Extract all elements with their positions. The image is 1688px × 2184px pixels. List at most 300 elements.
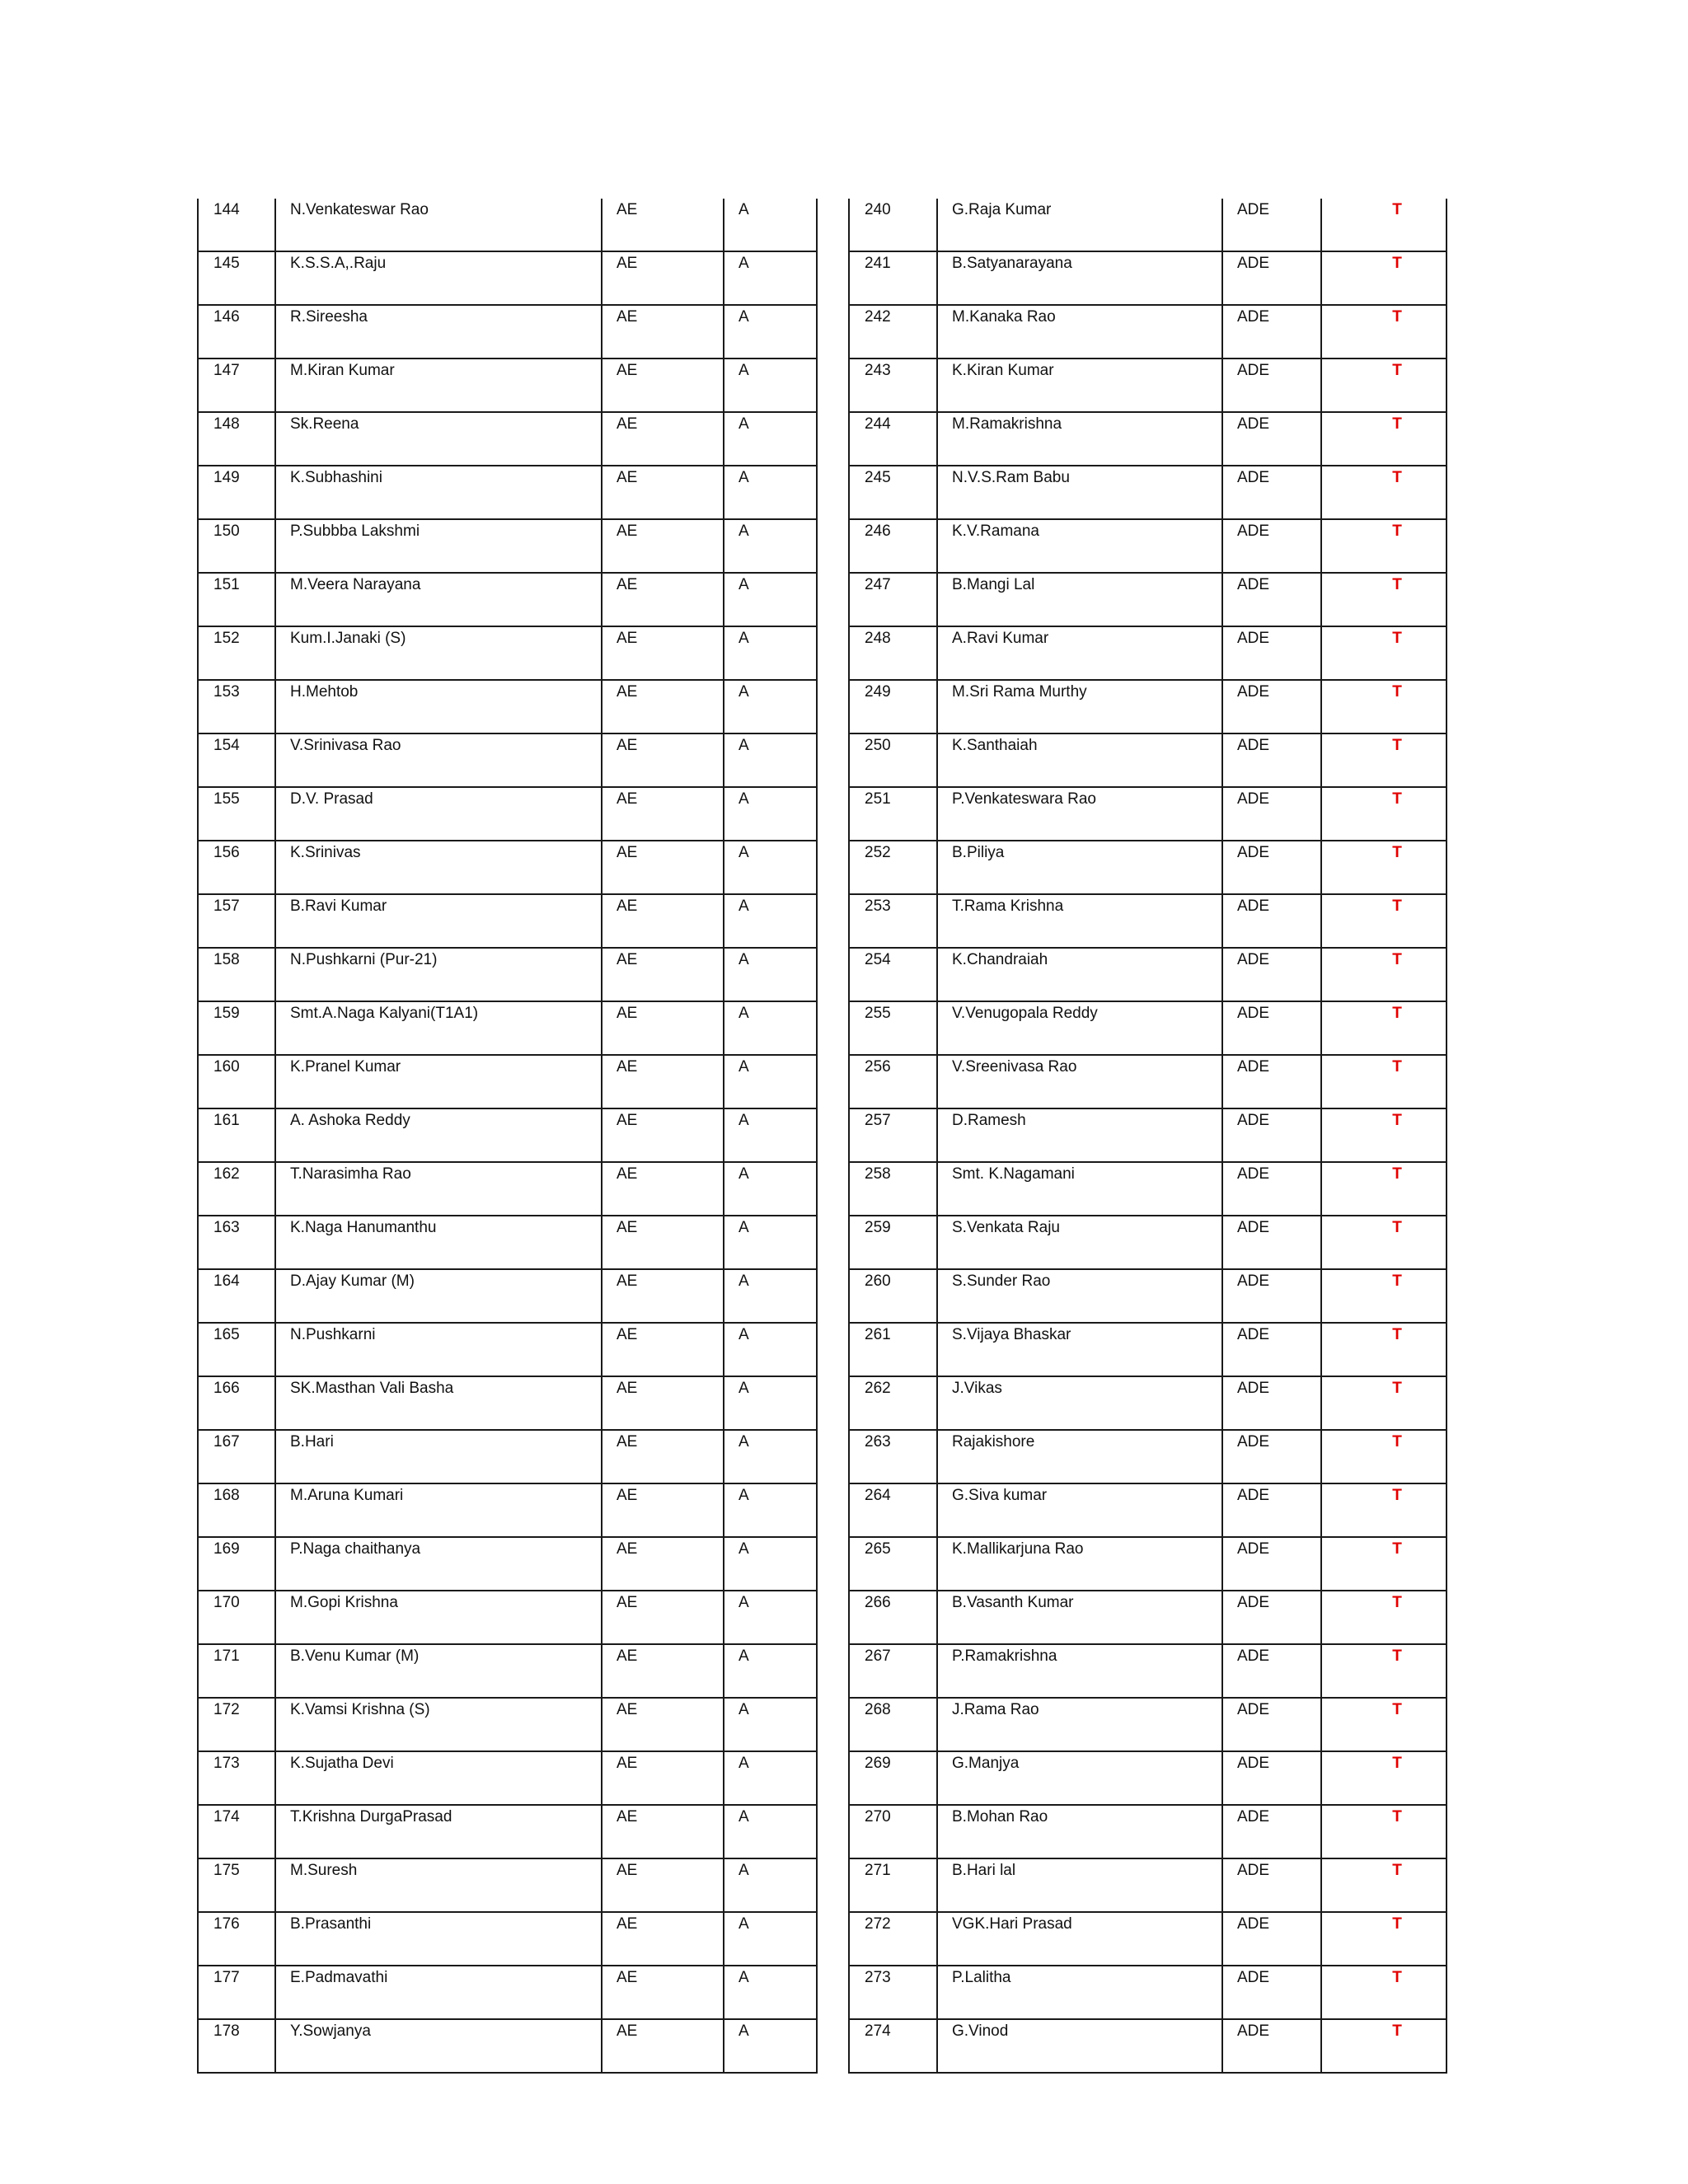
table-row bbox=[849, 1912, 1447, 1966]
category-cell: A bbox=[724, 1216, 817, 1269]
designation-cell: ADE bbox=[1222, 841, 1321, 894]
serial-number-cell: 260 bbox=[849, 1269, 937, 1323]
serial-number-cell: 156 bbox=[198, 841, 275, 894]
category-cell: A bbox=[724, 1537, 817, 1591]
employee-name-cell: K.Chandraiah bbox=[937, 948, 1222, 1001]
left-roster-table bbox=[197, 199, 818, 2074]
category-cell bbox=[1321, 733, 1447, 787]
designation-cell: ADE bbox=[1222, 466, 1321, 519]
employee-name-cell: N.Venkateswar Rao bbox=[275, 199, 602, 251]
category-value: T bbox=[1392, 898, 1402, 915]
category-cell bbox=[1321, 1483, 1447, 1537]
category-cell: A bbox=[724, 519, 817, 573]
employee-name-cell: G.Raja Kumar bbox=[937, 199, 1222, 251]
designation-cell: AE bbox=[602, 251, 724, 305]
serial-number-cell: 249 bbox=[849, 680, 937, 733]
employee-name-cell: Rajakishore bbox=[937, 1430, 1222, 1483]
designation-cell: ADE bbox=[1222, 1751, 1321, 1805]
serial-number-cell: 265 bbox=[849, 1537, 937, 1591]
table-row bbox=[849, 359, 1447, 412]
serial-number-cell: 253 bbox=[849, 894, 937, 948]
category-cell bbox=[1321, 1269, 1447, 1323]
serial-number-cell: 255 bbox=[849, 1001, 937, 1055]
category-value: T bbox=[1392, 737, 1402, 754]
table-row bbox=[849, 787, 1447, 841]
table-row bbox=[198, 1269, 817, 1323]
table-row bbox=[849, 894, 1447, 948]
category-cell: A bbox=[724, 1483, 817, 1537]
table-row bbox=[198, 2019, 817, 2073]
table-row bbox=[198, 251, 817, 305]
employee-name-cell: K.Naga Hanumanthu bbox=[275, 1216, 602, 1269]
designation-cell: ADE bbox=[1222, 1537, 1321, 1591]
table-row bbox=[198, 1376, 817, 1430]
category-cell bbox=[1321, 626, 1447, 680]
category-value: T bbox=[1392, 362, 1402, 379]
designation-cell: ADE bbox=[1222, 1483, 1321, 1537]
category-cell: A bbox=[724, 1323, 817, 1376]
serial-number-cell: 159 bbox=[198, 1001, 275, 1055]
serial-number-cell: 270 bbox=[849, 1805, 937, 1858]
employee-name-cell: Kum.I.Janaki (S) bbox=[275, 626, 602, 680]
category-cell bbox=[1321, 1055, 1447, 1108]
designation-cell: ADE bbox=[1222, 1644, 1321, 1698]
serial-number-cell: 240 bbox=[849, 199, 937, 251]
employee-name-cell: B.Ravi Kumar bbox=[275, 894, 602, 948]
serial-number-cell: 254 bbox=[849, 948, 937, 1001]
serial-number-cell: 165 bbox=[198, 1323, 275, 1376]
category-value: T bbox=[1392, 1701, 1402, 1718]
table-row bbox=[849, 1858, 1447, 1912]
employee-name-cell: V.Venugopala Reddy bbox=[937, 1001, 1222, 1055]
table-row bbox=[198, 573, 817, 626]
table-row bbox=[198, 1912, 817, 1966]
serial-number-cell: 162 bbox=[198, 1162, 275, 1216]
employee-name-cell: B.Satyanarayana bbox=[937, 251, 1222, 305]
table-row bbox=[849, 1216, 1447, 1269]
serial-number-cell: 258 bbox=[849, 1162, 937, 1216]
employee-name-cell: S.Venkata Raju bbox=[937, 1216, 1222, 1269]
employee-name-cell: A.Ravi Kumar bbox=[937, 626, 1222, 680]
table-row bbox=[849, 1698, 1447, 1751]
category-value: T bbox=[1392, 523, 1402, 540]
table-row bbox=[849, 412, 1447, 466]
category-cell: A bbox=[724, 1698, 817, 1751]
employee-name-cell: B.Venu Kumar (M) bbox=[275, 1644, 602, 1698]
employee-name-cell: V.Srinivasa Rao bbox=[275, 733, 602, 787]
employee-name-cell: D.Ajay Kumar (M) bbox=[275, 1269, 602, 1323]
serial-number-cell: 144 bbox=[198, 199, 275, 251]
designation-cell: AE bbox=[602, 1805, 724, 1858]
category-value: T bbox=[1392, 415, 1402, 433]
category-cell: A bbox=[724, 948, 817, 1001]
employee-name-cell: M.Aruna Kumari bbox=[275, 1483, 602, 1537]
category-cell bbox=[1321, 1323, 1447, 1376]
serial-number-cell: 161 bbox=[198, 1108, 275, 1162]
table-row bbox=[198, 1591, 817, 1644]
employee-name-cell: D.V. Prasad bbox=[275, 787, 602, 841]
serial-number-cell: 242 bbox=[849, 305, 937, 359]
category-value: T bbox=[1392, 1594, 1402, 1611]
table-row bbox=[198, 1162, 817, 1216]
serial-number-cell: 269 bbox=[849, 1751, 937, 1805]
category-cell: A bbox=[724, 787, 817, 841]
designation-cell: AE bbox=[602, 1751, 724, 1805]
table-row bbox=[849, 1108, 1447, 1162]
designation-cell: ADE bbox=[1222, 1162, 1321, 1216]
category-cell: A bbox=[724, 894, 817, 948]
category-cell: A bbox=[724, 359, 817, 412]
designation-cell: ADE bbox=[1222, 1055, 1321, 1108]
category-cell bbox=[1321, 787, 1447, 841]
designation-cell: AE bbox=[602, 199, 724, 251]
category-value: T bbox=[1392, 576, 1402, 593]
designation-cell: ADE bbox=[1222, 1912, 1321, 1966]
serial-number-cell: 158 bbox=[198, 948, 275, 1001]
table-row bbox=[198, 894, 817, 948]
table-row bbox=[849, 1269, 1447, 1323]
serial-number-cell: 168 bbox=[198, 1483, 275, 1537]
table-row bbox=[849, 841, 1447, 894]
employee-name-cell: M.Kanaka Rao bbox=[937, 305, 1222, 359]
table-row bbox=[849, 199, 1447, 251]
category-cell: A bbox=[724, 1376, 817, 1430]
employee-name-cell: B.Hari lal bbox=[937, 1858, 1222, 1912]
table-row bbox=[198, 466, 817, 519]
serial-number-cell: 173 bbox=[198, 1751, 275, 1805]
serial-number-cell: 267 bbox=[849, 1644, 937, 1698]
designation-cell: ADE bbox=[1222, 1698, 1321, 1751]
employee-name-cell: S.Vijaya Bhaskar bbox=[937, 1323, 1222, 1376]
category-cell bbox=[1321, 1912, 1447, 1966]
serial-number-cell: 261 bbox=[849, 1323, 937, 1376]
category-value: T bbox=[1392, 1005, 1402, 1022]
designation-cell: AE bbox=[602, 466, 724, 519]
category-cell bbox=[1321, 466, 1447, 519]
category-cell bbox=[1321, 1858, 1447, 1912]
category-value: T bbox=[1392, 1862, 1402, 1879]
category-cell bbox=[1321, 1698, 1447, 1751]
serial-number-cell: 247 bbox=[849, 573, 937, 626]
table-row bbox=[198, 948, 817, 1001]
serial-number-cell: 244 bbox=[849, 412, 937, 466]
employee-name-cell: Smt. K.Nagamani bbox=[937, 1162, 1222, 1216]
category-value: T bbox=[1392, 201, 1402, 218]
employee-name-cell: D.Ramesh bbox=[937, 1108, 1222, 1162]
serial-number-cell: 171 bbox=[198, 1644, 275, 1698]
category-cell: A bbox=[724, 1591, 817, 1644]
table-row bbox=[198, 1698, 817, 1751]
category-cell: A bbox=[724, 1644, 817, 1698]
table-row bbox=[849, 519, 1447, 573]
serial-number-cell: 246 bbox=[849, 519, 937, 573]
category-cell bbox=[1321, 359, 1447, 412]
table-row bbox=[849, 1591, 1447, 1644]
category-cell: A bbox=[724, 1001, 817, 1055]
table-row bbox=[198, 1858, 817, 1912]
designation-cell: AE bbox=[602, 841, 724, 894]
employee-name-cell: H.Mehtob bbox=[275, 680, 602, 733]
serial-number-cell: 167 bbox=[198, 1430, 275, 1483]
table-row bbox=[198, 626, 817, 680]
employee-name-cell: V.Sreenivasa Rao bbox=[937, 1055, 1222, 1108]
table-row bbox=[198, 733, 817, 787]
serial-number-cell: 166 bbox=[198, 1376, 275, 1430]
table-row bbox=[849, 1001, 1447, 1055]
designation-cell: ADE bbox=[1222, 199, 1321, 251]
serial-number-cell: 151 bbox=[198, 573, 275, 626]
table-row bbox=[198, 1644, 817, 1698]
employee-name-cell: A. Ashoka Reddy bbox=[275, 1108, 602, 1162]
designation-cell: ADE bbox=[1222, 1966, 1321, 2019]
category-cell: A bbox=[724, 1966, 817, 2019]
employee-name-cell: M.Kiran Kumar bbox=[275, 359, 602, 412]
employee-name-cell: R.Sireesha bbox=[275, 305, 602, 359]
category-cell bbox=[1321, 1805, 1447, 1858]
category-cell: A bbox=[724, 251, 817, 305]
category-cell bbox=[1321, 519, 1447, 573]
table-row bbox=[198, 1537, 817, 1591]
category-cell bbox=[1321, 841, 1447, 894]
employee-name-cell: P.Lalitha bbox=[937, 1966, 1222, 2019]
category-cell bbox=[1321, 1591, 1447, 1644]
serial-number-cell: 176 bbox=[198, 1912, 275, 1966]
table-row bbox=[849, 466, 1447, 519]
category-cell: A bbox=[724, 573, 817, 626]
category-value: T bbox=[1392, 1380, 1402, 1397]
category-cell bbox=[1321, 1376, 1447, 1430]
category-value: T bbox=[1392, 308, 1402, 326]
employee-name-cell: B.Vasanth Kumar bbox=[937, 1591, 1222, 1644]
category-cell: A bbox=[724, 1751, 817, 1805]
employee-name-cell: B.Piliya bbox=[937, 841, 1222, 894]
designation-cell: ADE bbox=[1222, 948, 1321, 1001]
designation-cell: AE bbox=[602, 1108, 724, 1162]
table-row bbox=[849, 1483, 1447, 1537]
category-cell bbox=[1321, 1537, 1447, 1591]
category-value: T bbox=[1392, 1112, 1402, 1129]
designation-cell: AE bbox=[602, 305, 724, 359]
employee-name-cell: M.Suresh bbox=[275, 1858, 602, 1912]
serial-number-cell: 256 bbox=[849, 1055, 937, 1108]
table-row bbox=[849, 1323, 1447, 1376]
table-row bbox=[849, 1055, 1447, 1108]
employee-name-cell: K.Kiran Kumar bbox=[937, 359, 1222, 412]
employee-name-cell: K.V.Ramana bbox=[937, 519, 1222, 573]
table-row bbox=[849, 1644, 1447, 1698]
designation-cell: AE bbox=[602, 519, 724, 573]
serial-number-cell: 252 bbox=[849, 841, 937, 894]
table-row bbox=[198, 680, 817, 733]
category-cell: A bbox=[724, 1108, 817, 1162]
table-row bbox=[849, 305, 1447, 359]
designation-cell: AE bbox=[602, 1001, 724, 1055]
table-row bbox=[198, 412, 817, 466]
table-row bbox=[849, 1966, 1447, 2019]
table-row bbox=[849, 1430, 1447, 1483]
category-value: T bbox=[1392, 1272, 1402, 1290]
serial-number-cell: 268 bbox=[849, 1698, 937, 1751]
employee-name-cell: N.V.S.Ram Babu bbox=[937, 466, 1222, 519]
table-row bbox=[849, 1751, 1447, 1805]
designation-cell: ADE bbox=[1222, 787, 1321, 841]
table-row bbox=[198, 1108, 817, 1162]
designation-cell: ADE bbox=[1222, 573, 1321, 626]
employee-name-cell: B.Prasanthi bbox=[275, 1912, 602, 1966]
employee-name-cell: G.Manjya bbox=[937, 1751, 1222, 1805]
employee-name-cell: M.Veera Narayana bbox=[275, 573, 602, 626]
employee-name-cell: T.Narasimha Rao bbox=[275, 1162, 602, 1216]
designation-cell: ADE bbox=[1222, 1108, 1321, 1162]
employee-name-cell: G.Siva kumar bbox=[937, 1483, 1222, 1537]
category-cell: A bbox=[724, 1162, 817, 1216]
designation-cell: ADE bbox=[1222, 1805, 1321, 1858]
category-cell: A bbox=[724, 305, 817, 359]
designation-cell: ADE bbox=[1222, 1001, 1321, 1055]
designation-cell: AE bbox=[602, 1162, 724, 1216]
designation-cell: AE bbox=[602, 359, 724, 412]
employee-name-cell: K.Santhaiah bbox=[937, 733, 1222, 787]
serial-number-cell: 259 bbox=[849, 1216, 937, 1269]
serial-number-cell: 271 bbox=[849, 1858, 937, 1912]
category-cell bbox=[1321, 948, 1447, 1001]
category-cell bbox=[1321, 1430, 1447, 1483]
serial-number-cell: 169 bbox=[198, 1537, 275, 1591]
right-roster-table bbox=[848, 199, 1447, 2074]
category-value: T bbox=[1392, 630, 1402, 647]
table-row bbox=[198, 1805, 817, 1858]
category-cell bbox=[1321, 680, 1447, 733]
employee-name-cell: T.Rama Krishna bbox=[937, 894, 1222, 948]
category-cell bbox=[1321, 573, 1447, 626]
category-cell: A bbox=[724, 733, 817, 787]
designation-cell: AE bbox=[602, 1430, 724, 1483]
category-cell bbox=[1321, 199, 1447, 251]
designation-cell: AE bbox=[602, 1698, 724, 1751]
employee-name-cell: N.Pushkarni (Pur-21) bbox=[275, 948, 602, 1001]
designation-cell: AE bbox=[602, 733, 724, 787]
designation-cell: AE bbox=[602, 1858, 724, 1912]
table-row bbox=[198, 519, 817, 573]
serial-number-cell: 153 bbox=[198, 680, 275, 733]
category-value: T bbox=[1392, 1165, 1402, 1183]
designation-cell: ADE bbox=[1222, 1591, 1321, 1644]
category-value: T bbox=[1392, 951, 1402, 968]
table-row bbox=[849, 1537, 1447, 1591]
designation-cell: ADE bbox=[1222, 2019, 1321, 2073]
category-value: T bbox=[1392, 1326, 1402, 1343]
employee-name-cell: B.Hari bbox=[275, 1430, 602, 1483]
designation-cell: AE bbox=[602, 1483, 724, 1537]
serial-number-cell: 172 bbox=[198, 1698, 275, 1751]
serial-number-cell: 150 bbox=[198, 519, 275, 573]
category-value: T bbox=[1392, 1433, 1402, 1451]
category-cell bbox=[1321, 1751, 1447, 1805]
category-value: T bbox=[1392, 2022, 1402, 2040]
designation-cell: AE bbox=[602, 1591, 724, 1644]
designation-cell: AE bbox=[602, 680, 724, 733]
designation-cell: AE bbox=[602, 1323, 724, 1376]
table-row bbox=[849, 1376, 1447, 1430]
designation-cell: AE bbox=[602, 1055, 724, 1108]
employee-name-cell: K.Srinivas bbox=[275, 841, 602, 894]
category-cell: A bbox=[724, 1430, 817, 1483]
serial-number-cell: 177 bbox=[198, 1966, 275, 2019]
category-cell: A bbox=[724, 1055, 817, 1108]
designation-cell: AE bbox=[602, 1966, 724, 2019]
category-cell bbox=[1321, 1644, 1447, 1698]
serial-number-cell: 266 bbox=[849, 1591, 937, 1644]
serial-number-cell: 174 bbox=[198, 1805, 275, 1858]
category-cell bbox=[1321, 305, 1447, 359]
designation-cell: ADE bbox=[1222, 519, 1321, 573]
designation-cell: ADE bbox=[1222, 359, 1321, 412]
designation-cell: ADE bbox=[1222, 1376, 1321, 1430]
designation-cell: AE bbox=[602, 1537, 724, 1591]
serial-number-cell: 145 bbox=[198, 251, 275, 305]
serial-number-cell: 263 bbox=[849, 1430, 937, 1483]
designation-cell: AE bbox=[602, 626, 724, 680]
category-value: T bbox=[1392, 1915, 1402, 1933]
table-row bbox=[198, 1055, 817, 1108]
serial-number-cell: 170 bbox=[198, 1591, 275, 1644]
serial-number-cell: 147 bbox=[198, 359, 275, 412]
table-row bbox=[849, 573, 1447, 626]
table-row bbox=[198, 359, 817, 412]
table-row bbox=[198, 841, 817, 894]
designation-cell: ADE bbox=[1222, 733, 1321, 787]
serial-number-cell: 175 bbox=[198, 1858, 275, 1912]
category-value: T bbox=[1392, 844, 1402, 861]
category-value: T bbox=[1392, 1487, 1402, 1504]
employee-name-cell: K.Subhashini bbox=[275, 466, 602, 519]
table-row bbox=[849, 251, 1447, 305]
employee-name-cell: VGK.Hari Prasad bbox=[937, 1912, 1222, 1966]
designation-cell: AE bbox=[602, 1912, 724, 1966]
category-cell: A bbox=[724, 2019, 817, 2073]
left-roster-body bbox=[198, 199, 817, 2073]
employee-name-cell: Sk.Reena bbox=[275, 412, 602, 466]
table-row bbox=[849, 680, 1447, 733]
designation-cell: ADE bbox=[1222, 626, 1321, 680]
category-cell bbox=[1321, 251, 1447, 305]
employee-name-cell: K.Pranel Kumar bbox=[275, 1055, 602, 1108]
category-cell bbox=[1321, 894, 1447, 948]
category-value: T bbox=[1392, 1647, 1402, 1665]
table-row bbox=[198, 1323, 817, 1376]
serial-number-cell: 250 bbox=[849, 733, 937, 787]
serial-number-cell: 154 bbox=[198, 733, 275, 787]
category-cell: A bbox=[724, 1269, 817, 1323]
table-row bbox=[849, 733, 1447, 787]
category-value: T bbox=[1392, 255, 1402, 272]
employee-name-cell: P.Ramakrishna bbox=[937, 1644, 1222, 1698]
category-cell: A bbox=[724, 1805, 817, 1858]
serial-number-cell: 245 bbox=[849, 466, 937, 519]
table-row bbox=[849, 626, 1447, 680]
table-row bbox=[849, 1805, 1447, 1858]
category-cell: A bbox=[724, 466, 817, 519]
employee-name-cell: P.Subbba Lakshmi bbox=[275, 519, 602, 573]
table-row bbox=[849, 2019, 1447, 2073]
serial-number-cell: 274 bbox=[849, 2019, 937, 2073]
table-row bbox=[198, 1430, 817, 1483]
designation-cell: ADE bbox=[1222, 1269, 1321, 1323]
table-row bbox=[198, 305, 817, 359]
table-row bbox=[198, 1001, 817, 1055]
employee-name-cell: E.Padmavathi bbox=[275, 1966, 602, 2019]
serial-number-cell: 251 bbox=[849, 787, 937, 841]
